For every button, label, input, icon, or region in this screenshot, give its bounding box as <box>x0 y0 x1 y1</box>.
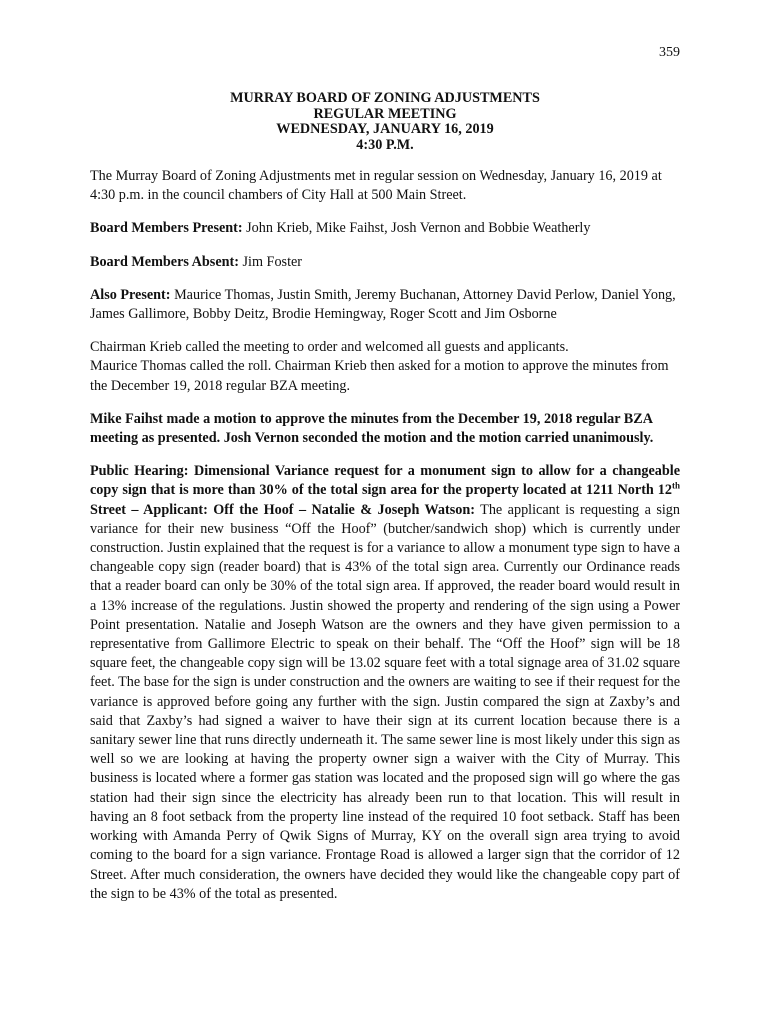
intro-paragraph: The Murray Board of Zoning Adjustments met in regular session on Wednesday, January 16, 2019 at 4:30 p.m. in the council chambers of City Hall at 500 Main Street. <box>90 168 662 204</box>
hearing-heading-part2: Street – Applicant: Off the Hoof – Natalie & Joseph Watson: <box>90 501 475 518</box>
document-header <box>90 91 680 153</box>
hearing-heading-part1: Public Hearing: Dimensional Variance request for a monument sign to allow for a changeable copy sign that is more than 30% of the total sign area for the property located at 1211 North 12 <box>90 463 680 499</box>
also-present-label: Also Present: <box>90 286 171 303</box>
call-to-order-line2: Maurice Thomas called the roll. Chairman Krieb then asked for a motion to approve the minutes from the December 19, 2018 regular BZA meeting. <box>90 358 669 394</box>
hearing-text: The applicant is requesting a sign variance for their new business “Off the Hoof” (butcher/sandwich shop) which is currently under construction. Justin explained that the request is for a variance to allow a monument type sign to have a changeable copy sign (reader board) that is 43% of the total sign area. Currently our Ordinance reads that a reader board can only be 30% of the total sign area. If approved, the reader board would result in a 13% increase of the regulations. Justin showed the property and rendering of the sign using a Power Point presentation. Natalie and Joseph Watson are the owners and they have given permission to a representative from Gallimore Electric to speak on their behalf. The “Off the Hoof” sign will be 18 square feet, the changeable copy sign will be 13.02 square feet with a total signage area of 31.02 square feet. The base for the sign is under construction and the owners are waiting to see if their request for the variance is approved before going any further with the sign. Justin compared the sign at Zaxby’s and said that Zaxby’s had signed a waiver to have their sign at its current location because there is a sanitary sewer line that runs directly underneath it. The same sewer line is most likely under this sign as well so we are looking at having the property owner sign a waiver with the City of Murray. This business is located where a former gas station was located and the proposed sign will go where the gas station had their sign since the electricity has already been run to that location. This will result in having an 8 foot setback from the property line instead of the required 10 foot setback. Staff has been working with Amanda Perry of Qwik Signs of Murray, KY on the overall sign area trying to avoid coming to the board for a sign variance. Frontage Road is allowed a larger sign that the corridor of 12 Street. After much consideration, the owners have decided they would like the changeable copy part of the sign to be 43% of the total as presented. <box>90 501 680 902</box>
present-names: John Krieb, Mike Faihst, Josh Vernon and Bobbie Weatherly <box>242 220 591 237</box>
absent-paragraph <box>90 253 680 272</box>
hearing-paragraph <box>90 462 680 904</box>
also-present-paragraph <box>90 286 680 324</box>
header-date: WEDNESDAY, JANUARY 16, 2019 <box>276 121 494 138</box>
call-to-order-line1: Chairman Krieb called the meeting to order and welcomed all guests and applicants. <box>90 339 569 356</box>
document-body <box>90 167 680 918</box>
motion-paragraph: Mike Faihst made a motion to approve the minutes from the December 19, 2018 regular BZA meeting as presented. Josh Vernon seconded the motion and the motion carried unanimously. <box>90 410 654 447</box>
page-number: 359 <box>659 45 680 60</box>
present-paragraph <box>90 219 680 238</box>
call-to-order-paragraph <box>90 338 680 396</box>
absent-label: Board Members Absent: <box>90 253 239 270</box>
absent-names: Jim Foster <box>238 253 303 270</box>
hearing-heading-sup: th <box>671 480 680 491</box>
header-subtitle: REGULAR MEETING <box>313 105 457 122</box>
header-title: MURRAY BOARD OF ZONING ADJUSTMENTS <box>230 90 540 106</box>
also-present-names: Maurice Thomas, Justin Smith, Jeremy Buchanan, Attorney David Perlow, Daniel Yong, James Gallimore, Bobby Deitz, Brodie Hemingway, Roger Scott and Jim Osborne <box>90 286 676 323</box>
header-time: 4:30 P.M. <box>356 136 414 153</box>
present-label: Board Members Present: <box>90 220 243 237</box>
